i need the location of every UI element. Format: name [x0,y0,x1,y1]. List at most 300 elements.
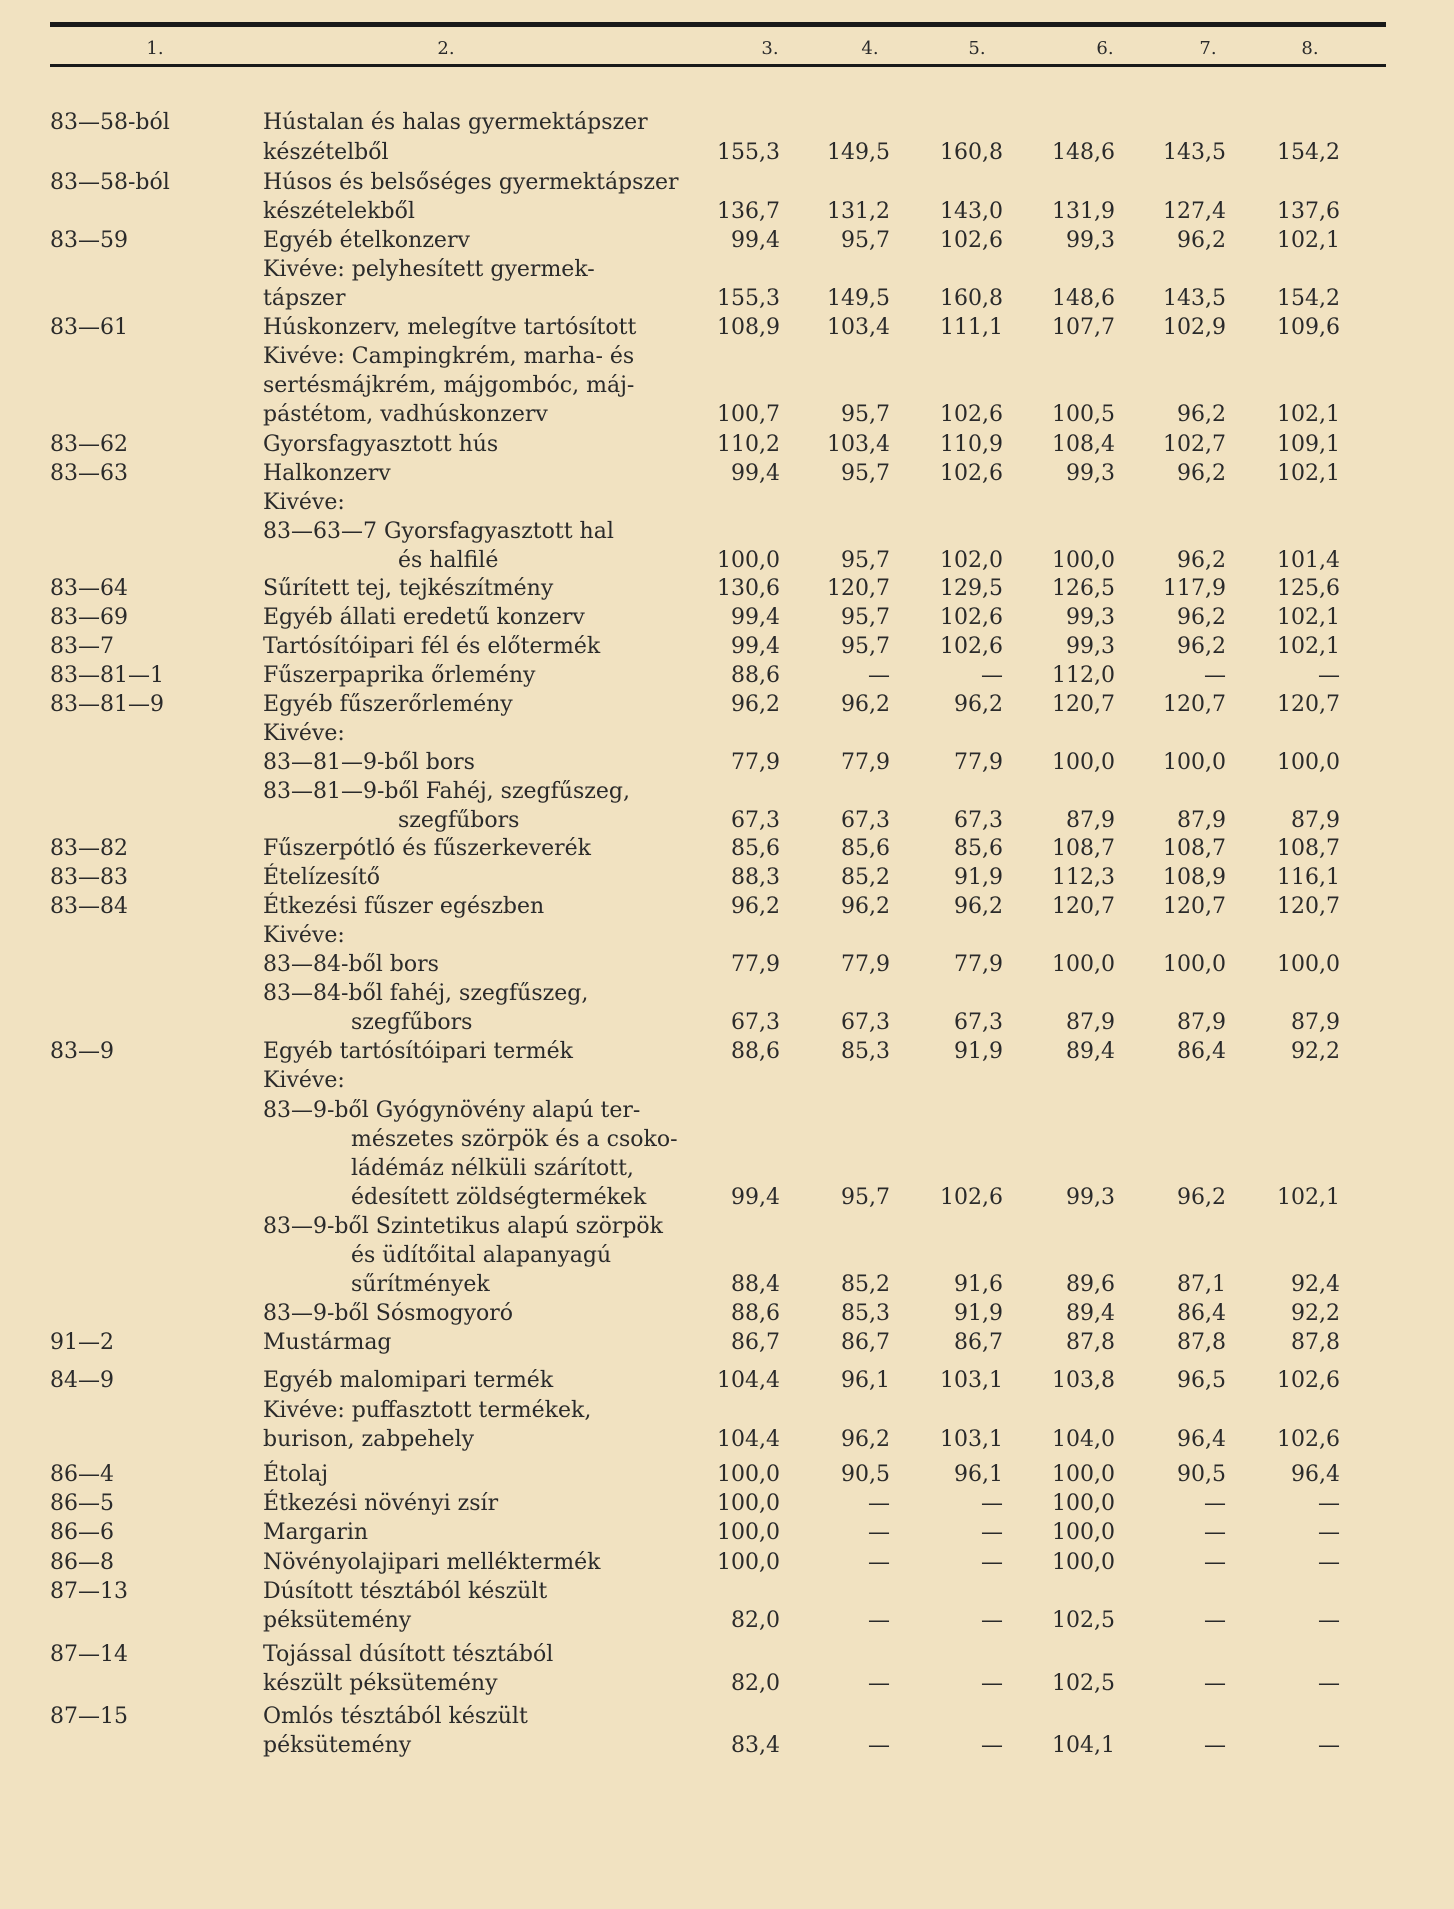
value-col-6: 120,7 [1052,894,1115,919]
value-col-3: 100,0 [717,548,780,573]
value-col-6: 99,3 [1066,228,1115,253]
value-col-4: 90,5 [841,1462,890,1487]
value-col-3: 77,9 [731,750,780,775]
row-code: 83—7 [50,634,114,659]
value-col-8: 87,9 [1291,808,1340,833]
value-col-7: 100,0 [1163,952,1226,977]
row-description: Egyéb állati eredetű konzerv [263,605,585,630]
value-col-8: 102,1 [1277,461,1340,486]
value-col-4: 95,7 [841,548,890,573]
value-col-7: 102,9 [1163,315,1226,340]
row-description: Kivéve: [263,490,345,515]
table-row [0,517,1454,547]
value-col-7: 96,2 [1177,634,1226,659]
value-col-5: 102,6 [940,634,1003,659]
row-description: Kivéve: pelyhesített gyermek- [263,257,595,282]
value-col-3: 88,6 [731,1039,780,1064]
value-col-6: 89,6 [1066,1272,1115,1297]
value-col-4: 95,7 [841,228,890,253]
value-col-7: — [1204,663,1226,688]
row-description: készült péksütemény [263,1671,498,1696]
value-col-4: — [868,1671,890,1696]
value-col-6: 148,6 [1052,140,1115,165]
row-description: Egyéb tartósítóipari termék [263,1039,574,1064]
value-col-3: 77,9 [731,952,780,977]
value-col-6: 102,5 [1052,1608,1115,1633]
row-description: készételből [263,140,389,165]
value-col-4: 103,4 [827,432,890,457]
value-col-8: — [1318,1550,1340,1575]
row-description: Mustármag [263,1330,392,1355]
row-description: 83—9-ből Sósmogyoró [263,1301,514,1326]
value-col-6: 120,7 [1052,692,1115,717]
table-row [0,719,1454,749]
value-col-4: 95,7 [841,634,890,659]
value-col-7: 143,5 [1163,286,1226,311]
value-col-8: 125,6 [1277,576,1340,601]
value-col-3: 99,4 [731,461,780,486]
value-col-6: 100,0 [1052,750,1115,775]
table-row [0,1366,1454,1396]
value-col-3: 104,4 [717,1427,780,1452]
value-col-3: 155,3 [717,286,780,311]
row-code: 83—64 [50,576,128,601]
value-col-8: 102,1 [1277,634,1340,659]
table-row [0,950,1454,980]
row-description: Fűszerpótló és fűszerkeverék [263,836,591,861]
table-row [0,1606,1454,1636]
value-col-8: 102,6 [1277,1427,1340,1452]
column-header: 7. [1199,38,1217,59]
table-row [0,138,1454,168]
row-code: 83—82 [50,836,128,861]
value-col-5: 102,6 [940,1185,1003,1210]
value-col-7: 96,5 [1177,1368,1226,1393]
value-col-7: 86,4 [1177,1301,1226,1326]
table-row [0,806,1454,836]
value-col-4: 95,7 [841,605,890,630]
row-description: sűrítmények [351,1272,490,1297]
value-col-3: 96,2 [731,692,780,717]
value-col-6: 126,5 [1052,576,1115,601]
value-col-4: 67,3 [841,1010,890,1035]
value-col-6: 102,5 [1052,1671,1115,1696]
value-col-4: 95,7 [841,461,890,486]
value-col-5: 96,2 [954,894,1003,919]
value-col-8: 87,8 [1291,1330,1340,1355]
row-description: 83—9-ből Szintetikus alapú szörpök [263,1214,663,1239]
value-col-3: 130,6 [717,576,780,601]
value-col-6: 99,3 [1066,605,1115,630]
row-code: 83—61 [50,315,128,340]
row-description: Kivéve: [263,923,345,948]
value-col-6: 99,3 [1066,634,1115,659]
value-col-3: 86,7 [731,1330,780,1355]
row-code: 83—81—9 [50,692,164,717]
row-description: 83—63—7 Gyorsfagyasztott hal [263,519,614,544]
value-col-8: — [1318,663,1340,688]
value-col-3: 100,0 [717,1491,780,1516]
table-row [0,168,1454,198]
value-col-3: 67,3 [731,808,780,833]
value-col-7: 87,9 [1177,808,1226,833]
value-col-7: — [1204,1491,1226,1516]
value-col-7: — [1204,1671,1226,1696]
table-row [0,255,1454,285]
value-col-5: 102,6 [940,461,1003,486]
value-col-5: — [981,1608,1003,1633]
value-col-5: 91,9 [954,1301,1003,1326]
table-row [0,892,1454,922]
row-description: Gyorsfagyasztott hús [263,432,499,457]
column-header: 6. [1096,38,1114,59]
row-code: 87—15 [50,1704,128,1729]
value-col-6: 112,0 [1052,663,1115,688]
row-description: Sűrített tej, tejkészítmény [263,576,554,601]
value-col-7: 87,9 [1177,1010,1226,1035]
column-header: 4. [861,38,879,59]
value-col-5: 143,0 [940,199,1003,224]
value-col-5: — [981,1550,1003,1575]
value-col-7: 117,9 [1163,576,1226,601]
value-col-8: 100,0 [1277,750,1340,775]
header-rule [50,64,1386,67]
value-col-5: 110,9 [940,432,1003,457]
table-row [0,1212,1454,1242]
value-col-5: — [981,1491,1003,1516]
value-col-8: 102,1 [1277,605,1340,630]
row-description: sertésmájkrém, májgombóc, máj- [263,373,635,398]
row-description: és üdítőital alapanyagú [351,1243,612,1268]
table-row [0,459,1454,489]
value-col-5: 160,8 [940,286,1003,311]
value-col-3: 99,4 [731,1185,780,1210]
value-col-4: 77,9 [841,750,890,775]
value-col-8: 154,2 [1277,286,1340,311]
value-col-5: 103,1 [940,1368,1003,1393]
value-col-8: 154,2 [1277,140,1340,165]
table-row [0,574,1454,604]
value-col-3: 85,6 [731,836,780,861]
value-col-8: 96,4 [1291,1462,1340,1487]
column-header: 8. [1301,38,1319,59]
row-description: mészetes szörpök és a csoko- [351,1127,678,1152]
value-col-8: — [1318,1608,1340,1633]
value-col-6: 100,5 [1052,402,1115,427]
table-row [0,1154,1454,1184]
value-col-6: 131,9 [1052,199,1115,224]
row-description: Margarin [263,1520,369,1545]
value-col-4: — [868,663,890,688]
value-col-7: 96,2 [1177,1185,1226,1210]
value-col-4: — [868,1520,890,1545]
row-description: édesített zöldségtermékek [351,1185,647,1210]
value-col-3: 136,7 [717,199,780,224]
value-col-8: 120,7 [1277,894,1340,919]
value-col-8: 116,1 [1277,865,1340,890]
row-description: péksütemény [263,1608,412,1633]
row-description: Kivéve: [263,721,345,746]
row-description: Hústalan és halas gyermektápszer [263,110,648,135]
value-col-3: 88,6 [731,1301,780,1326]
value-col-4: — [868,1733,890,1758]
value-col-3: 108,9 [717,315,780,340]
value-col-3: 96,2 [731,894,780,919]
value-col-5: 91,6 [954,1272,1003,1297]
value-col-5: 91,9 [954,865,1003,890]
value-col-5: 77,9 [954,952,1003,977]
value-col-7: — [1204,1608,1226,1633]
value-col-5: 111,1 [940,315,1003,340]
table-row [0,1066,1454,1096]
value-col-6: 100,0 [1052,548,1115,573]
row-code: 83—9 [50,1039,114,1064]
value-col-7: 96,2 [1177,402,1226,427]
value-col-3: 67,3 [731,1010,780,1035]
row-description: Kivéve: [263,1068,345,1093]
value-col-3: 99,4 [731,228,780,253]
row-code: 83—83 [50,865,128,890]
row-description: Húsos és belsőséges gyermektápszer [263,170,679,195]
value-col-4: — [868,1608,890,1633]
table-row [0,1669,1454,1699]
value-col-5: 129,5 [940,576,1003,601]
value-col-6: 100,0 [1052,952,1115,977]
table-row [0,661,1454,691]
row-description: és halfilé [398,548,499,573]
table-row [0,1183,1454,1213]
value-col-8: — [1318,1491,1340,1516]
row-description: Egyéb fűszerőrlemény [263,692,513,717]
row-code: 83—58-ból [50,170,170,195]
value-col-4: 96,2 [841,1427,890,1452]
value-col-7: 143,5 [1163,140,1226,165]
table-row [0,342,1454,372]
value-col-8: — [1318,1671,1340,1696]
row-description: szegfűbors [398,808,520,833]
row-description: szegfűbors [351,1010,473,1035]
row-code: 86—6 [50,1520,114,1545]
table-row [0,1731,1454,1761]
value-col-5: 102,0 [940,548,1003,573]
value-col-7: 96,2 [1177,548,1226,573]
table-row [0,284,1454,314]
value-col-7: 108,9 [1163,865,1226,890]
value-col-5: 96,2 [954,692,1003,717]
value-col-6: 148,6 [1052,286,1115,311]
value-col-7: 96,2 [1177,228,1226,253]
value-col-6: 112,3 [1052,865,1115,890]
value-col-4: 85,2 [841,865,890,890]
value-col-4: 131,2 [827,199,890,224]
value-col-5: 86,7 [954,1330,1003,1355]
value-col-5: — [981,1520,1003,1545]
table-row [0,1328,1454,1358]
value-col-5: 67,3 [954,1010,1003,1035]
table-row [0,400,1454,430]
value-col-8: 100,0 [1277,952,1340,977]
value-col-8: 102,1 [1277,1185,1340,1210]
value-col-3: 100,7 [717,402,780,427]
row-code: 87—13 [50,1579,128,1604]
table-row [0,1548,1454,1578]
row-description: Tojással dúsított tésztából [263,1642,554,1667]
value-col-4: 86,7 [841,1330,890,1355]
value-col-4: 77,9 [841,952,890,977]
value-col-6: 108,7 [1052,836,1115,861]
value-col-4: 120,7 [827,576,890,601]
value-col-5: 102,6 [940,228,1003,253]
table-row [0,834,1454,864]
value-col-8: 102,1 [1277,228,1340,253]
value-col-4: 103,4 [827,315,890,340]
value-col-6: 87,8 [1066,1330,1115,1355]
table-row [0,546,1454,576]
value-col-6: 104,0 [1052,1427,1115,1452]
value-col-7: 120,7 [1163,692,1226,717]
row-description: 83—84-ből fahéj, szegfűszeg, [263,981,589,1006]
table-row [0,197,1454,227]
value-col-8: 87,9 [1291,1010,1340,1035]
table-row [0,1270,1454,1300]
table-row [0,1299,1454,1329]
row-description: Étkezési növényi zsír [263,1491,499,1516]
value-col-6: 107,7 [1052,315,1115,340]
value-col-8: 102,1 [1277,402,1340,427]
value-col-8: 92,2 [1291,1301,1340,1326]
row-description: péksütemény [263,1733,412,1758]
value-col-3: 88,6 [731,663,780,688]
top-rule [50,22,1386,27]
table-row [0,1702,1454,1732]
value-col-4: 85,2 [841,1272,890,1297]
value-col-4: — [868,1550,890,1575]
value-col-6: 100,0 [1052,1462,1115,1487]
row-description: Étkezési fűszer egészben [263,894,545,919]
value-col-7: — [1204,1733,1226,1758]
value-col-5: 85,6 [954,836,1003,861]
column-header: 2. [437,38,455,59]
value-col-4: 85,3 [841,1301,890,1326]
value-col-8: 101,4 [1277,548,1340,573]
value-col-3: 88,4 [731,1272,780,1297]
value-col-8: 102,6 [1277,1368,1340,1393]
value-col-3: 100,0 [717,1520,780,1545]
table-row [0,1096,1454,1126]
table-row [0,921,1454,951]
value-col-5: — [981,1733,1003,1758]
row-description: Kivéve: puffasztott termékek, [263,1398,592,1423]
row-description: ládémáz nélküli szárított, [351,1156,634,1181]
value-col-3: 100,0 [717,1550,780,1575]
value-col-3: 88,3 [731,865,780,890]
table-row [0,1125,1454,1155]
value-col-7: 90,5 [1177,1462,1226,1487]
value-col-5: — [981,663,1003,688]
row-description: Növényolajipari melléktermék [263,1550,601,1575]
value-col-3: 100,0 [717,1462,780,1487]
row-code: 86—5 [50,1491,114,1516]
value-col-6: 87,9 [1066,808,1115,833]
value-col-7: 127,4 [1163,199,1226,224]
table-row [0,1640,1454,1670]
row-code: 83—69 [50,605,128,630]
table-row [0,1489,1454,1519]
value-col-5: 91,9 [954,1039,1003,1064]
value-col-3: 110,2 [717,432,780,457]
row-description: pástétom, vadhúskonzerv [263,402,548,427]
value-col-6: 100,0 [1052,1491,1115,1516]
row-description: 83—81—9-ből bors [263,750,475,775]
value-col-7: — [1204,1520,1226,1545]
value-col-3: 104,4 [717,1368,780,1393]
value-col-7: 120,7 [1163,894,1226,919]
value-col-6: 103,8 [1052,1368,1115,1393]
table-row [0,108,1454,138]
value-col-6: 104,1 [1052,1733,1115,1758]
value-col-3: 83,4 [731,1733,780,1758]
table-row [0,1518,1454,1548]
value-col-8: 137,6 [1277,199,1340,224]
value-col-7: 86,4 [1177,1039,1226,1064]
table-row [0,226,1454,256]
value-col-7: 102,7 [1163,432,1226,457]
row-description: 83—84-ből bors [263,952,439,977]
row-code: 83—62 [50,432,128,457]
value-col-8: 120,7 [1277,692,1340,717]
value-col-4: 67,3 [841,808,890,833]
value-col-6: 89,4 [1066,1039,1115,1064]
table-row [0,1425,1454,1455]
value-col-6: 99,3 [1066,1185,1115,1210]
table-row [0,1008,1454,1038]
row-code: 86—8 [50,1550,114,1575]
table-row [0,979,1454,1009]
value-col-7: 96,2 [1177,461,1226,486]
value-col-5: 67,3 [954,808,1003,833]
value-col-3: 99,4 [731,634,780,659]
value-col-3: 99,4 [731,605,780,630]
value-col-4: 149,5 [827,140,890,165]
row-code: 83—81—1 [50,663,164,688]
value-col-4: 96,1 [841,1368,890,1393]
table-row [0,1460,1454,1490]
value-col-8: 108,7 [1277,836,1340,861]
row-description: 83—9-ből Gyógynövény alapú ter- [263,1098,641,1123]
row-description: tápszer [263,286,346,311]
value-col-3: 82,0 [731,1608,780,1633]
row-description: burison, zabpehely [263,1427,475,1452]
table-row [0,371,1454,401]
column-header: 5. [968,38,986,59]
table-row [0,430,1454,460]
value-col-4: 96,2 [841,894,890,919]
value-col-6: 87,9 [1066,1010,1115,1035]
table-row [0,313,1454,343]
row-description: Egyéb ételkonzerv [263,228,470,253]
value-col-7: 87,8 [1177,1330,1226,1355]
table-row [0,603,1454,633]
row-code: 83—59 [50,228,128,253]
value-col-4: 95,7 [841,402,890,427]
value-col-4: — [868,1491,890,1516]
value-col-6: 100,0 [1052,1550,1115,1575]
row-description: Egyéb malomipari termék [263,1368,554,1393]
value-col-4: 149,5 [827,286,890,311]
row-description: Kivéve: Campingkrém, marha- és [263,344,635,369]
row-description: Fűszerpaprika őrlemény [263,663,536,688]
row-description: Dúsított tésztából készült [263,1579,548,1604]
